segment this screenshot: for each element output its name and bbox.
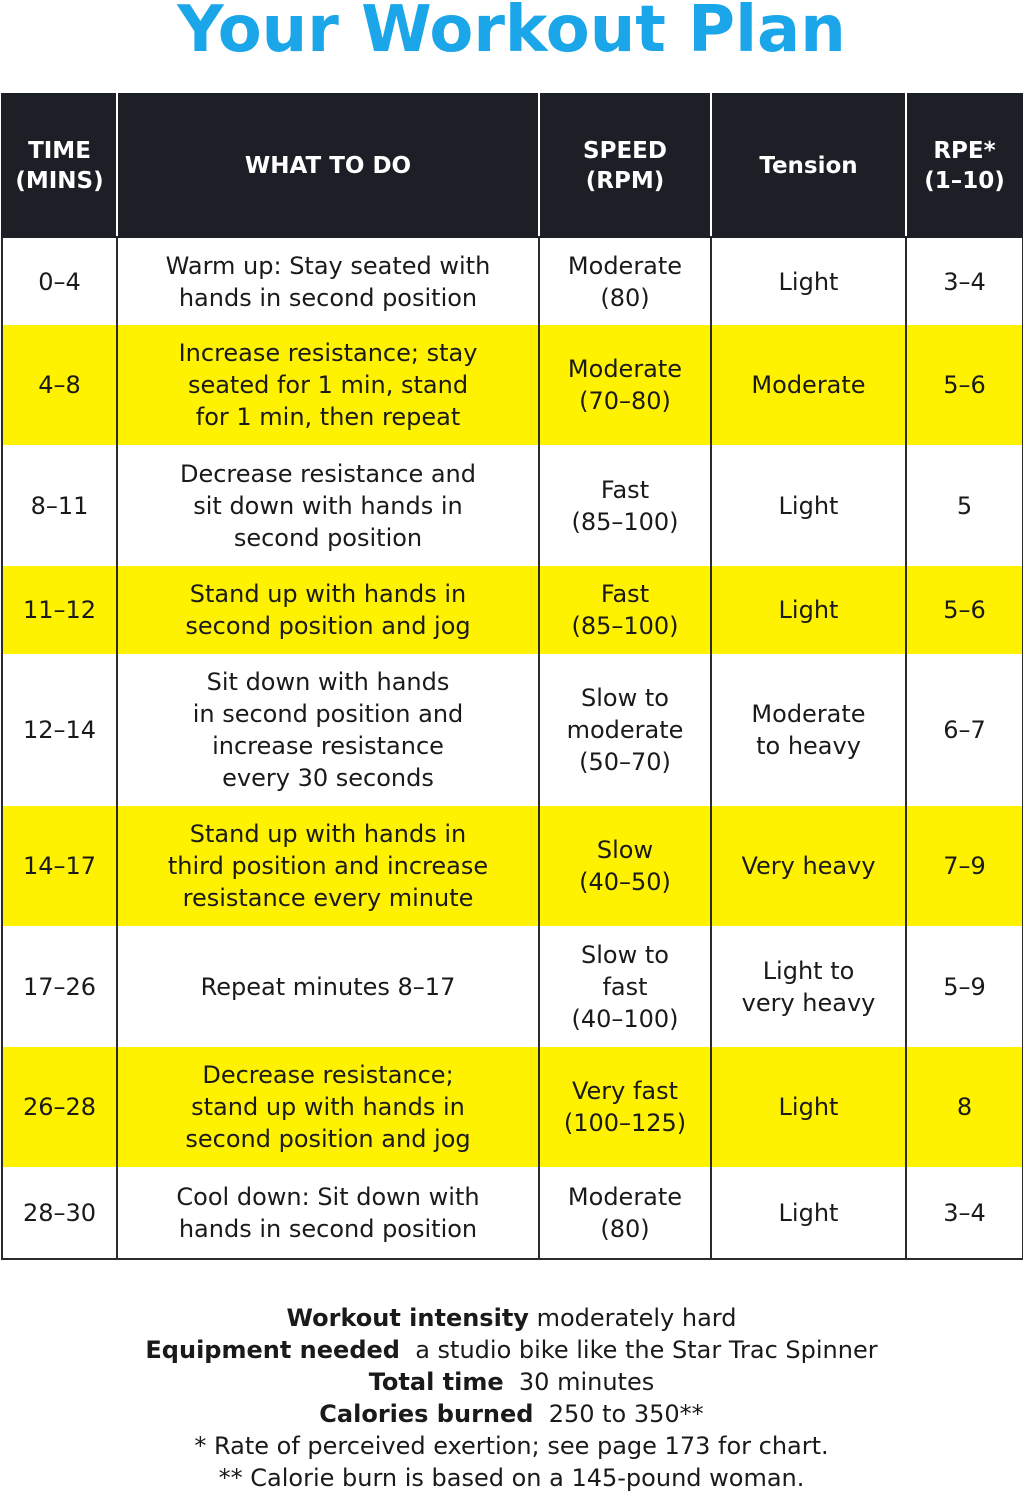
cell-what: Increase resistance; stay seated for 1 min, stand for 1 min, then repeat [117, 325, 539, 445]
cell-what: Sit down with hands in second position and increase resistance every 30 seconds [117, 654, 539, 806]
cell-tension: Moderate to heavy [711, 654, 906, 806]
cell-rpe: 6–7 [906, 654, 1023, 806]
cell-what: Decrease resistance and sit down with hands in second position [117, 445, 539, 566]
cell-time: 17–26 [2, 926, 117, 1047]
header-what-to-do: WHAT TO DO [117, 94, 539, 237]
cell-rpe: 5 [906, 445, 1023, 566]
footnote-calories: ** Calorie burn is based on a 145-pound woman. [218, 1464, 805, 1492]
header-speed: SPEED (RPM) [539, 94, 711, 237]
cell-rpe: 5–9 [906, 926, 1023, 1047]
table-row [2, 566, 1023, 654]
cell-speed: Slow to moderate (50–70) [539, 654, 711, 806]
header-tension: Tension [711, 94, 906, 237]
cell-rpe: 8 [906, 1047, 1023, 1167]
table-row [2, 325, 1023, 445]
cell-speed: Slow to fast (40–100) [539, 926, 711, 1047]
table-row [2, 1167, 1023, 1259]
page-title: Your Workout Plan [177, 0, 846, 67]
cell-tension: Moderate [711, 325, 906, 445]
table-row [2, 926, 1023, 1047]
cell-speed: Fast (85–100) [539, 445, 711, 566]
cell-time: 14–17 [2, 806, 117, 926]
cell-time: 28–30 [2, 1167, 117, 1259]
cell-time: 4–8 [2, 325, 117, 445]
cell-speed: Moderate (80) [539, 237, 711, 325]
cell-rpe: 3–4 [906, 1167, 1023, 1259]
cell-what: Decrease resistance; stand up with hands in second position and jog [117, 1047, 539, 1167]
summary-calories [0, 1398, 1023, 1430]
cell-what: Cool down: Sit down with hands in second position [117, 1167, 539, 1259]
cell-rpe: 5–6 [906, 325, 1023, 445]
cell-speed: Moderate (70–80) [539, 325, 711, 445]
cell-what: Warm up: Stay seated with hands in second position [117, 237, 539, 325]
cell-tension: Light [711, 1047, 906, 1167]
equipment-label: Equipment needed [145, 1336, 400, 1364]
equipment-value: a studio bike like the Star Trac Spinner [399, 1336, 878, 1364]
cell-tension: Very heavy [711, 806, 906, 926]
cell-tension: Light [711, 237, 906, 325]
cell-time: 0–4 [2, 237, 117, 325]
time-value: 30 minutes [503, 1368, 655, 1396]
footnote-rpe: * Rate of perceived exertion; see page 173 for chart. [194, 1432, 829, 1460]
table-row [2, 445, 1023, 566]
intensity-value: moderately hard [528, 1304, 737, 1332]
header-rpe: RPE* (1–10) [906, 94, 1023, 237]
table-row [2, 237, 1023, 325]
cell-time: 11–12 [2, 566, 117, 654]
cell-rpe: 7–9 [906, 806, 1023, 926]
cell-rpe: 5–6 [906, 566, 1023, 654]
workout-table [1, 93, 1023, 1260]
table-row [2, 806, 1023, 926]
calories-label: Calories burned [319, 1400, 534, 1428]
cell-speed: Moderate (80) [539, 1167, 711, 1259]
intensity-label: Workout intensity [286, 1304, 529, 1332]
cell-what: Stand up with hands in second position and jog [117, 566, 539, 654]
cell-time: 26–28 [2, 1047, 117, 1167]
summary-equipment [0, 1334, 1023, 1366]
cell-speed: Fast (85–100) [539, 566, 711, 654]
table-row [2, 654, 1023, 806]
workout-summary [0, 1302, 1023, 1494]
cell-tension: Light [711, 1167, 906, 1259]
cell-time: 8–11 [2, 445, 117, 566]
cell-rpe: 3–4 [906, 237, 1023, 325]
cell-speed: Very fast (100–125) [539, 1047, 711, 1167]
summary-intensity [0, 1302, 1023, 1334]
cell-time: 12–14 [2, 654, 117, 806]
cell-tension: Light [711, 566, 906, 654]
cell-speed: Slow (40–50) [539, 806, 711, 926]
calories-value: 250 to 350** [533, 1400, 704, 1428]
cell-what: Repeat minutes 8–17 [117, 926, 539, 1047]
cell-what: Stand up with hands in third position and increase resistance every minute [117, 806, 539, 926]
cell-tension: Light to very heavy [711, 926, 906, 1047]
header-time: TIME (MINS) [2, 94, 117, 237]
table-header-row [2, 94, 1023, 237]
summary-total-time [0, 1366, 1023, 1398]
cell-tension: Light [711, 445, 906, 566]
time-label: Total time [368, 1368, 504, 1396]
table-row [2, 1047, 1023, 1167]
